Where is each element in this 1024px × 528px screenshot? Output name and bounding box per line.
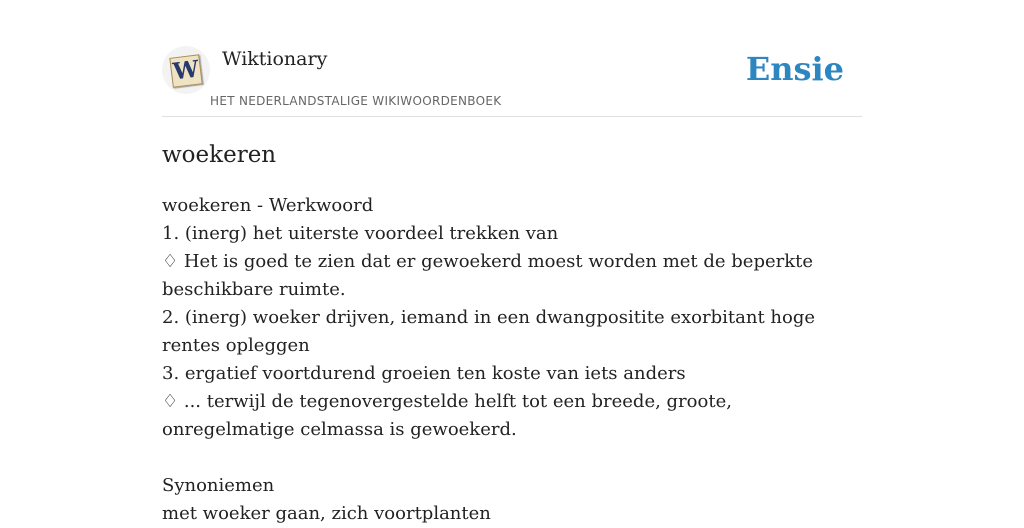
word-type-line: woekeren - Werkwoord xyxy=(162,195,374,216)
ensie-brand-link[interactable]: Ensie xyxy=(745,50,844,88)
definition-3: 3. ergatief voortdurend groeien ten koste van iets anders xyxy=(162,363,686,384)
definition-1: 1. (inerg) het uiterste voordeel trekken van xyxy=(162,223,559,244)
spacer xyxy=(162,444,852,472)
site-header xyxy=(162,40,862,117)
entry-content xyxy=(162,192,852,528)
synonyms-list: met woeker gaan, zich voortplanten xyxy=(162,503,491,524)
example-3: ♢ ... terwijl de tegenovergestelde helft tot een breede, groote, onregelmatige celmassa is gewoekerd. xyxy=(162,391,732,440)
logo-letter-tile: W xyxy=(169,54,202,87)
site-name[interactable]: Wiktionary xyxy=(222,48,328,70)
site-tagline: HET NEDERLANDSTALIGE WIKIWOORDENBOEK xyxy=(210,94,502,108)
example-1: ♢ Het is goed te zien dat er gewoekerd moest worden met de beperkte beschikbare ruimte. xyxy=(162,251,814,300)
synonyms-heading: Synoniemen xyxy=(162,475,275,496)
wiktionary-logo-icon[interactable] xyxy=(162,46,210,94)
page-title: woekeren xyxy=(162,142,277,168)
definition-2: 2. (inerg) woeker drijven, iemand in een dwangpositite exorbitant hoge rentes opleggen xyxy=(162,307,816,356)
